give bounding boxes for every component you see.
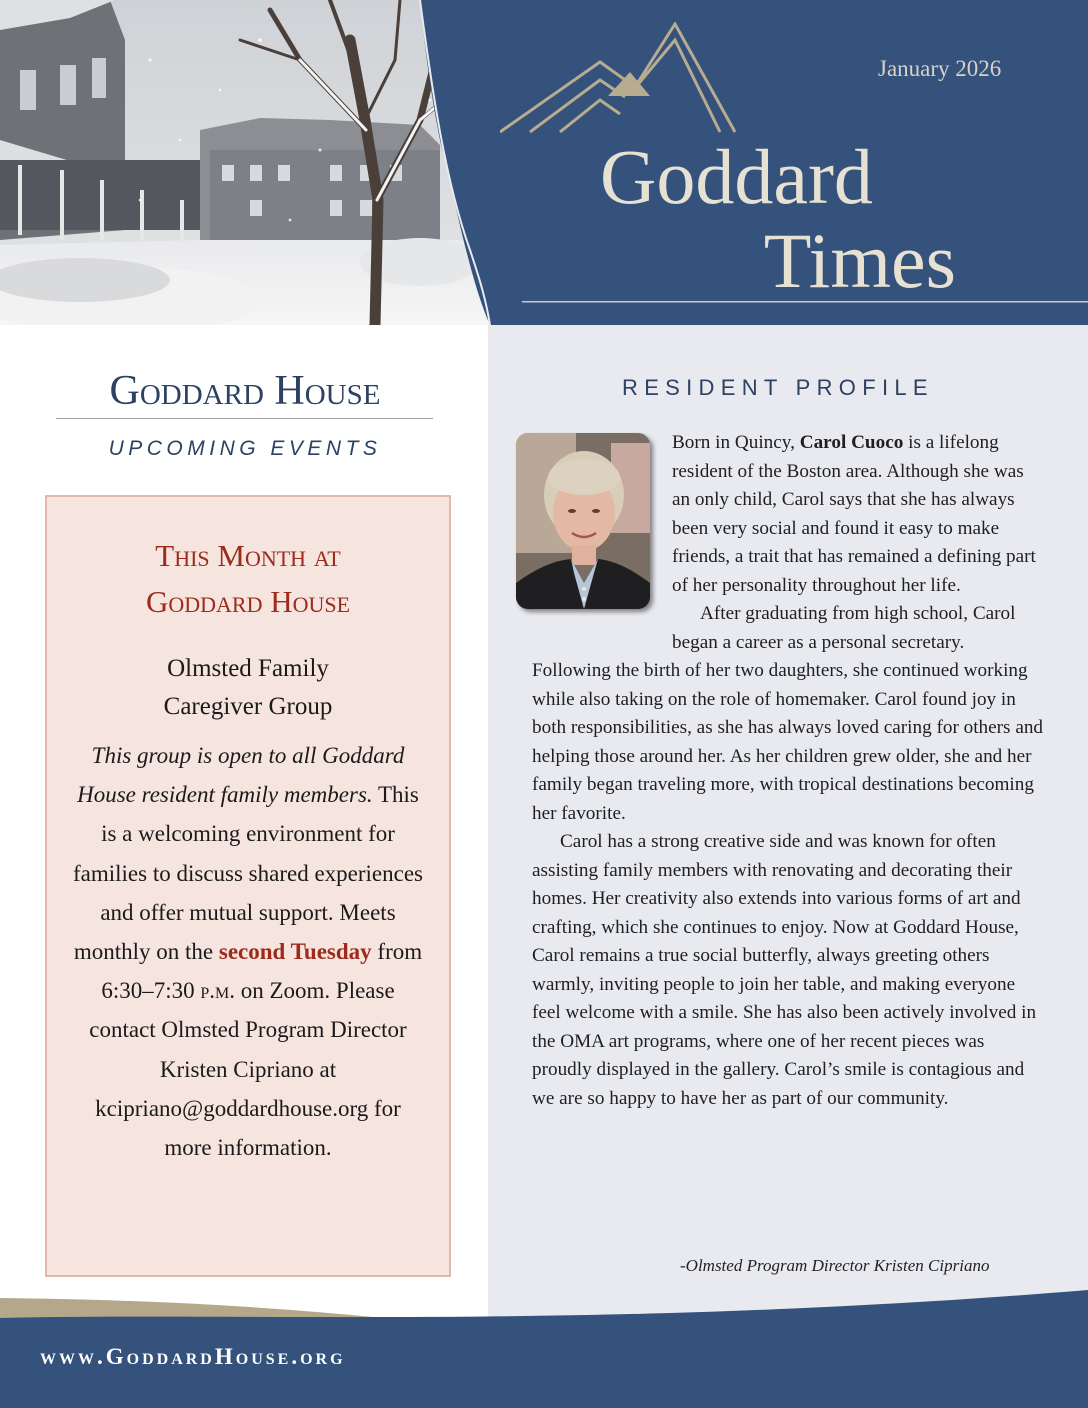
upcoming-events-heading: UPCOMING EVENTS xyxy=(108,437,382,460)
heading-divider xyxy=(56,418,433,419)
title-line-1: Goddard xyxy=(600,133,873,220)
newsletter-header xyxy=(0,0,1088,325)
event-pm: p.m. xyxy=(200,978,235,1004)
event-day-highlight: second Tuesday xyxy=(218,939,372,965)
website-link[interactable]: www.GoddardHouse.org xyxy=(40,1344,346,1369)
title-line-2: Times xyxy=(763,217,956,304)
resident-profile-heading: RESIDENT PROFILE xyxy=(622,375,934,400)
this-month-line-2: Goddard House xyxy=(145,584,351,619)
portrait-spacer xyxy=(532,429,672,657)
profile-paragraph-2: After graduating from high school, Carol began a career as a personal secretary. Following the birth of her two daughters, she continued working while also taking on the role of homemaker. Carol found joy in both responsibilities, as she has always loved caring for others and helping those around her. As her children grew older, she and her family began traveling more, with tropical destinations becoming her favorite. xyxy=(532,603,1044,824)
resident-name: Carol Cuoco xyxy=(799,432,904,453)
this-month-line-1: This Month at xyxy=(155,538,341,573)
event-body-1: This is a welcoming environment for families to discuss shared experiences and offer mutual support. Meets monthly on the xyxy=(73,782,423,965)
profile-signoff: -Olmsted Program Director Kristen Cipriano xyxy=(680,1256,990,1275)
profile-paragraph-3: Carol has a strong creative side and was known for often assisting family members with renovating and decorating their homes. Her creativity also extends into various forms of art and crafting, which she continues to enjoy. Now at Goddard House, Carol remains a true social butterfly, always greeting others warmly, inviting people to join her table, and making everyone feel welcome with a smile. She has also been actively involved in the OMA art programs, where one of her recent pieces was proudly displayed in the gallery. Carol’s smile is contagious and we are so happy to have her as part of our community. xyxy=(532,831,1037,1109)
resident-profile-text xyxy=(532,429,1044,1113)
this-month-heading xyxy=(45,533,451,625)
p1-intro: Born in Quincy, xyxy=(672,432,800,453)
newsletter-title xyxy=(596,135,956,303)
event-intro: This group is open to all Goddard House resident family members. xyxy=(77,743,405,808)
event-description xyxy=(70,736,426,1167)
event-body-2: from 6:30–7:30 xyxy=(101,939,423,1004)
event-title xyxy=(45,650,451,726)
issue-date: January 2026 xyxy=(878,56,1002,81)
p1-rest: is a lifelong resident of the Boston area. Although she was an only child, Carol says that she has always been very social and found it easy to make friends, a trait that has remained a defining part of her personality throughout her life. xyxy=(672,432,1036,596)
goddard-house-logo xyxy=(500,22,740,137)
event-title-line-1: Olmsted Family xyxy=(167,655,329,682)
event-body-3: on Zoom. Please contact Olmsted Program Director Kristen Cipriano at kcipriano@goddardhouse.org for more information. xyxy=(89,978,407,1161)
goddard-house-heading: Goddard House xyxy=(109,368,381,414)
event-title-line-2: Caregiver Group xyxy=(163,693,333,720)
